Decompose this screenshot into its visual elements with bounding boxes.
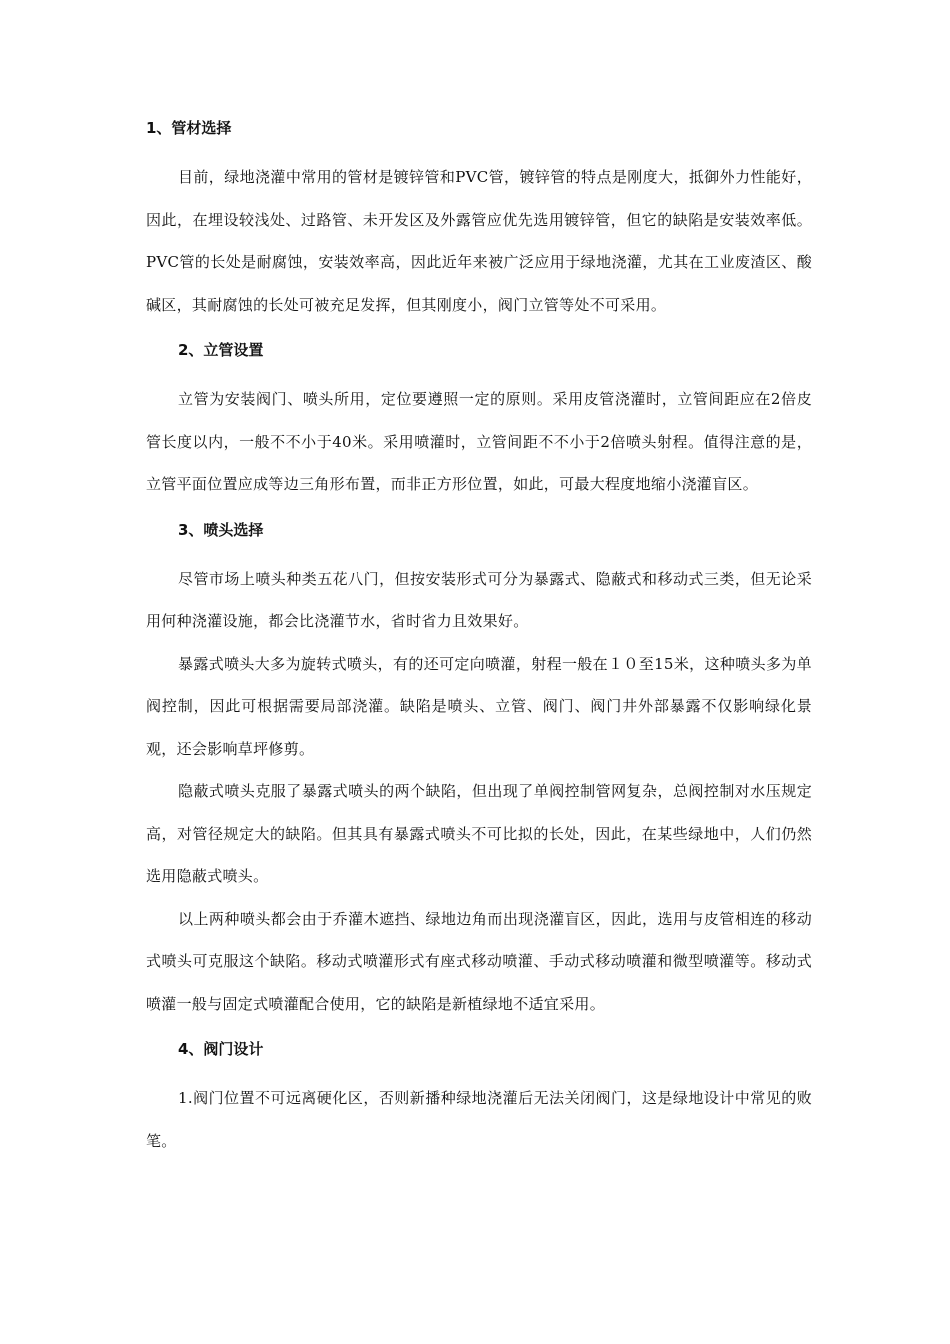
paragraph-valve-position: 1.阀门位置不可远离硬化区，否则新播种绿地浇灌后无法关闭阀门，这是绿地设计中常见的败笔。 (146, 1089, 812, 1150)
paragraph-mobile-sprinkler: 以上两种喷头都会由于乔灌木遮挡、绿地边角而出现浇灌盲区，因此，选用与皮管相连的移动式喷头可克服这个缺陷。移动式喷灌形式有座式移动喷灌、手动式移动喷灌和微型喷灌等。移动式喷灌一般与固定式喷灌配合使用，它的缺陷是新植绿地不适宜采用。 (146, 909, 812, 1013)
document-body (146, 118, 812, 1162)
section-heading-valve-design: 4、阀门设计 (178, 1040, 264, 1058)
paragraph-exposed-sprinkler: 暴露式喷头大多为旋转式喷头，有的还可定向喷灌，射程一般在１０至15米，这种喷头多为单阀控制，因此可根据需要局部浇灌。缺陷是喷头、立管、阀门、阀门井外部暴露不仅影响绿化景观，还会影响草坪修剪。 (146, 654, 812, 758)
paragraph-concealed-sprinkler: 隐蔽式喷头克服了暴露式喷头的两个缺陷，但出现了单阀控制管网复杂，总阀控制对水压规定高，对管径规定大的缺陷。但其具有暴露式喷头不可比拟的长处，因此，在某些绿地中，人们仍然选用隐蔽式喷头。 (146, 782, 812, 885)
paragraph-riser-setup: 立管为安装阀门、喷头所用，定位要遵照一定的原则。采用皮管浇灌时，立管间距应在2倍皮管长度以内，一般不不小于40米。采用喷灌时，立管间距不不小于2倍喷头射程。值得注意的是，立管平面位置应成等边三角形布置，而非正方形位置，如此，可最大程度地缩小浇灌盲区。 (146, 390, 812, 493)
section-heading-sprinkler-selection: 3、喷头选择 (178, 520, 264, 539)
paragraph-sprinkler-types: 尽管市场上喷头种类五花八门，但按安装形式可分为暴露式、隐蔽式和移动式三类，但无论采用何种浇灌设施，都会比浇灌节水，省时省力且效果好。 (146, 569, 812, 630)
section-heading-riser-setup: 2、立管设置 (178, 341, 264, 359)
paragraph-pipe-material: 目前，绿地浇灌中常用的管材是镀锌管和PVC管，镀锌管的特点是刚度大，抵御外力性能好，因此，在埋设较浅处、过路管、未开发区及外露管应优先选用镀锌管，但它的缺陷是安装效率低。PVC管的长处是耐腐蚀，安装效率高，因此近年来被广泛应用于绿地浇灌，尤其在工业废渣区、酸碱区，其耐腐蚀的长处可被充足发挥，但其刚度小，阀门立管等处不可采用。 (146, 168, 812, 314)
section-heading-pipe-material: 1、管材选择 (146, 119, 232, 137)
